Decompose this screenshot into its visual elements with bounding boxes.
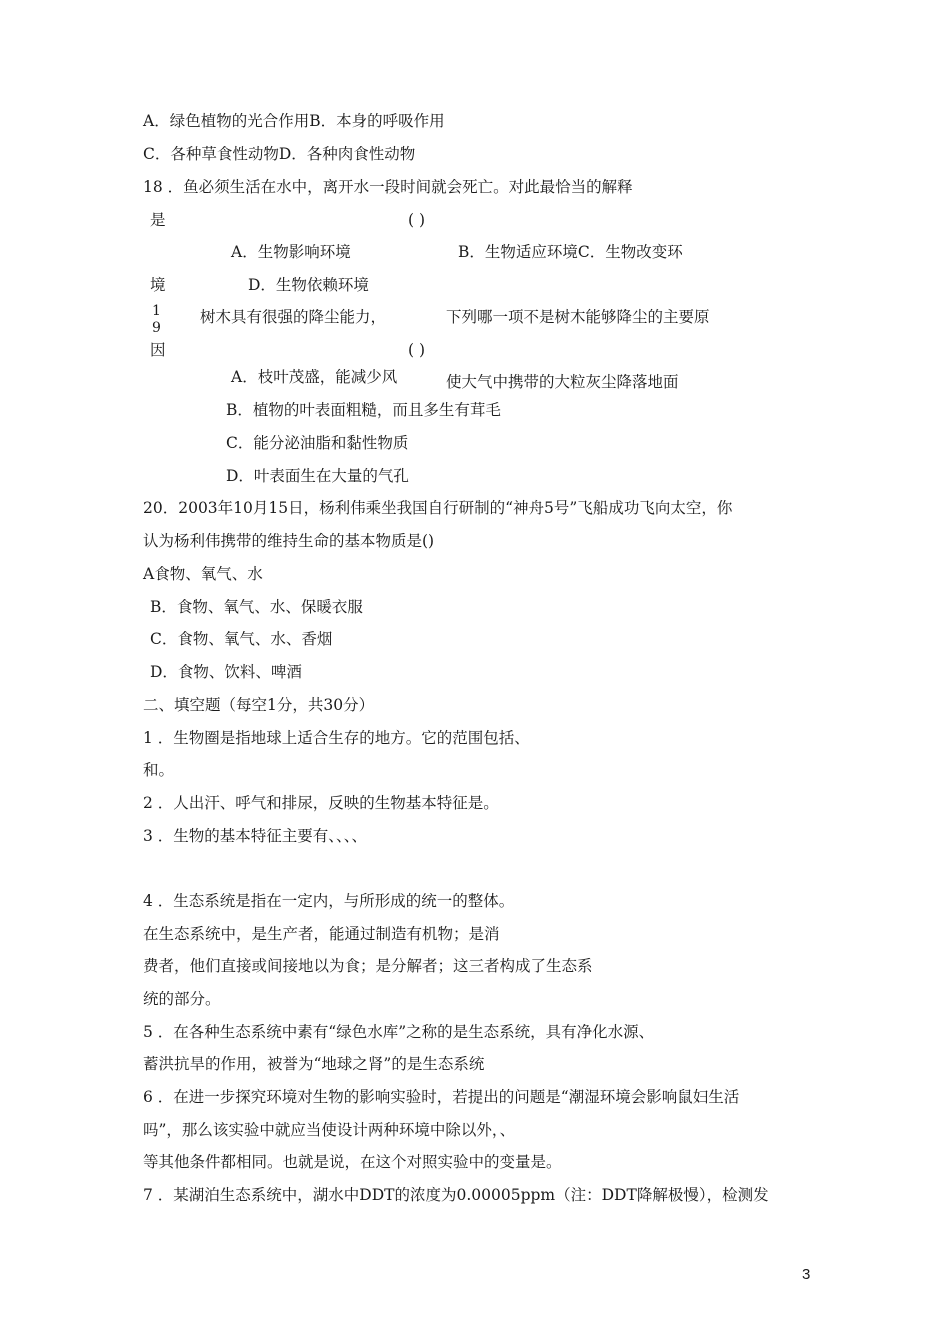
fill-question-2: 2 ．人出汗、呼气和排尿，反映的生物基本特征是。 bbox=[143, 794, 499, 812]
option-line: A食物、氧气、水 bbox=[143, 565, 263, 583]
question-number: 1 bbox=[152, 303, 161, 319]
fill-question-1: 1 ．生物圈是指地球上适合生存的地方。它的范围包括、 bbox=[143, 729, 530, 747]
question-text: 是 bbox=[150, 211, 166, 229]
question-text: 吗”，那么该实验中就应当使设计两种环境中除以外，、 bbox=[143, 1121, 516, 1139]
question-18: 18 ．鱼必须生活在水中，离开水一段时间就会死亡。对此最恰当的解释 bbox=[143, 178, 633, 196]
option-line: B．植物的叶表面粗糙，而且多生有茸毛 bbox=[226, 401, 501, 419]
fill-question-5: 5 ．在各种生态系统中素有“绿色水库”之称的是生态系统，具有净化水源、 bbox=[143, 1023, 655, 1041]
option-line: D．叶表面生在大量的气孔 bbox=[226, 467, 409, 485]
question-text: 在生态系统中，是生产者，能通过制造有机物；是消 bbox=[143, 925, 500, 943]
option-line: B．生物适应环境C．生物改变环 bbox=[458, 243, 683, 261]
question-text: 费者，他们直接或间接地以为食；是分解者；这三者构成了生态系 bbox=[143, 957, 593, 975]
question-20: 20．2003年10月15日，杨利伟乘坐我国自行研制的“神舟5号”飞船成功飞向太空，你 bbox=[143, 499, 733, 517]
fill-question-4: 4 ．生态系统是指在一定内，与所形成的统一的整体。 bbox=[143, 892, 515, 910]
option-line: A．生物影响环境 bbox=[231, 243, 351, 261]
section-heading: 二、填空题（每空1分，共30分） bbox=[143, 696, 375, 714]
option-line: C．食物、氧气、水、香烟 bbox=[150, 630, 333, 648]
answer-bracket: ( ) bbox=[408, 211, 426, 229]
question-number: 9 bbox=[152, 320, 161, 336]
option-line: D．生物依赖环境 bbox=[248, 276, 369, 294]
option-line: C．能分泌油脂和黏性物质 bbox=[226, 434, 409, 452]
option-line: 使大气中携带的大粒灰尘降落地面 bbox=[446, 373, 679, 391]
question-19: 树木具有很强的降尘能力， bbox=[200, 308, 387, 326]
question-text: 境 bbox=[150, 276, 166, 294]
option-line: A．绿色植物的光合作用B．本身的呼吸作用 bbox=[143, 112, 445, 130]
answer-bracket: ( ) bbox=[408, 341, 426, 359]
option-line: C．各种草食性动物D．各种肉食性动物 bbox=[143, 145, 416, 163]
option-line: A．枝叶茂盛，能减少风 bbox=[231, 368, 398, 386]
page-number: 3 bbox=[802, 1266, 811, 1283]
fill-question-7: 7 ．某湖泊生态系统中，湖水中DDT的浓度为0.00005ppm（注：DDT降解极慢），检测发 bbox=[143, 1186, 769, 1204]
question-text: 统的部分。 bbox=[143, 990, 221, 1008]
question-text: 因 bbox=[150, 341, 166, 359]
question-text: 蓄洪抗旱的作用，被誉为“地球之肾”的是生态系统 bbox=[143, 1055, 485, 1073]
question-text: 认为杨利伟携带的维持生命的基本物质是() bbox=[143, 532, 435, 550]
question-19-cont: 下列哪一项不是树木能够降尘的主要原 bbox=[446, 308, 710, 326]
fill-question-6: 6 ．在进一步探究环境对生物的影响实验时，若提出的问题是“潮湿环境会影响鼠妇生活 bbox=[143, 1088, 740, 1106]
option-line: D．食物、饮料、啤酒 bbox=[150, 663, 302, 681]
question-text: 等其他条件都相同。也就是说，在这个对照实验中的变量是。 bbox=[143, 1153, 562, 1171]
fill-question-3: 3 ．生物的基本特征主要有、、、、 bbox=[143, 827, 368, 845]
question-text: 和。 bbox=[143, 761, 175, 779]
option-line: B．食物、氧气、水、保暖衣服 bbox=[150, 598, 363, 616]
